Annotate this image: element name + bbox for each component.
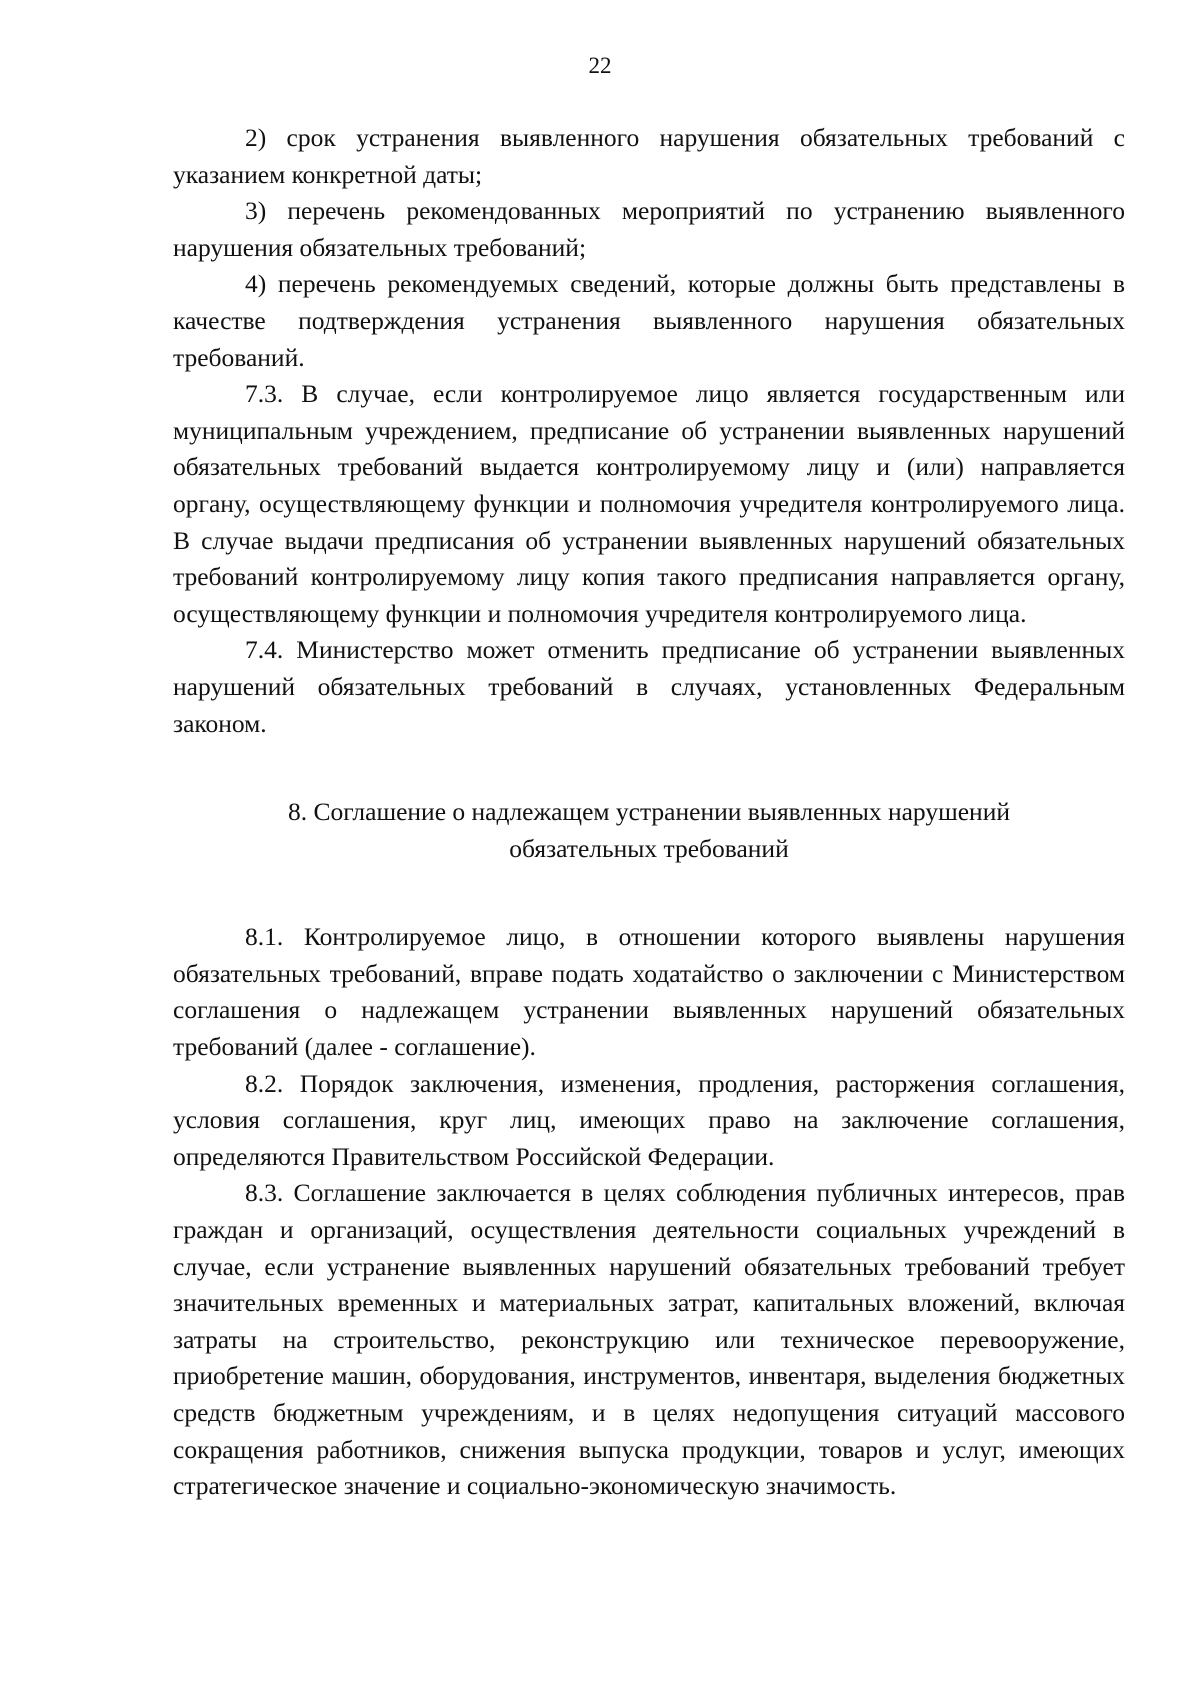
section-heading-line-1: 8. Соглашение о надлежащем устранении выявленных нарушений bbox=[287, 797, 1010, 827]
paragraph-item-2: 2) срок устранения выявленного нарушения обязательных требований с указанием конкретной даты; bbox=[173, 123, 1125, 189]
paragraph-8-2: 8.2. Порядок заключения, изменения, продления, расторжения соглашения, условия соглашения, круг лиц, имеющих право на заключение соглашения, определяются Правительством Российской Федерации. bbox=[173, 1068, 1125, 1171]
paragraph-item-3: 3) перечень рекомендованных мероприятий по устранению выявленного нарушения обязательных требований; bbox=[173, 196, 1125, 262]
section-heading-line-2: обязательных требований bbox=[509, 833, 789, 863]
paragraph-7-3: 7.3. В случае, если контролируемое лицо является государственным или муниципальным учреждением, предписание об устранении выявленных нарушений обязательных требований выдается контролируемому лицу и (или) направляется органу, осуществляющему функции и полномочия учредителя контролируемого лица. В случае выдачи предписания об устранении выявленных нарушений обязательных требований контролируемому лицу копия такого предписания направляется органу, осуществляющему функции и полномочия учредителя контролируемого лица. bbox=[173, 379, 1125, 628]
section-heading bbox=[173, 794, 1125, 867]
page-number: 22 bbox=[588, 53, 612, 78]
paragraph-item-4: 4) перечень рекомендуемых сведений, которые должны быть представлены в качестве подтверждения устранения выявленного нарушения обязательных требований. bbox=[173, 269, 1125, 372]
paragraph-8-1: 8.1. Контролируемое лицо, в отношении которого выявлены нарушения обязательных требований, вправе подать ходатайство о заключении с Министерством соглашения о надлежащем устранении выявленных нарушений обязательных требований (далее - соглашение). bbox=[173, 922, 1125, 1062]
document-body bbox=[173, 120, 1125, 1505]
paragraph-8-3: 8.3. Соглашение заключается в целях соблюдения публичных интересов, прав граждан и организаций, осуществления деятельности социальных учреждений в случае, если устранение выявленных нарушений обязательных требований требует значительных временных и материальных затрат, капитальных вложений, включая затраты на строительство, реконструкцию или техническое перевооружение, приобретение машин, оборудования, инструментов, инвентаря, выделения бюджетных средств бюджетным учреждениям, и в целях недопущения ситуаций массового сокращения работников, снижения выпуска продукции, товаров и услуг, имеющих стратегическое значение и социально-экономическую значимость. bbox=[173, 1178, 1125, 1501]
paragraph-7-4: 7.4. Министерство может отменить предписание об устранении выявленных нарушений обязательных требований в случаях, установленных Федеральным законом. bbox=[173, 635, 1125, 738]
